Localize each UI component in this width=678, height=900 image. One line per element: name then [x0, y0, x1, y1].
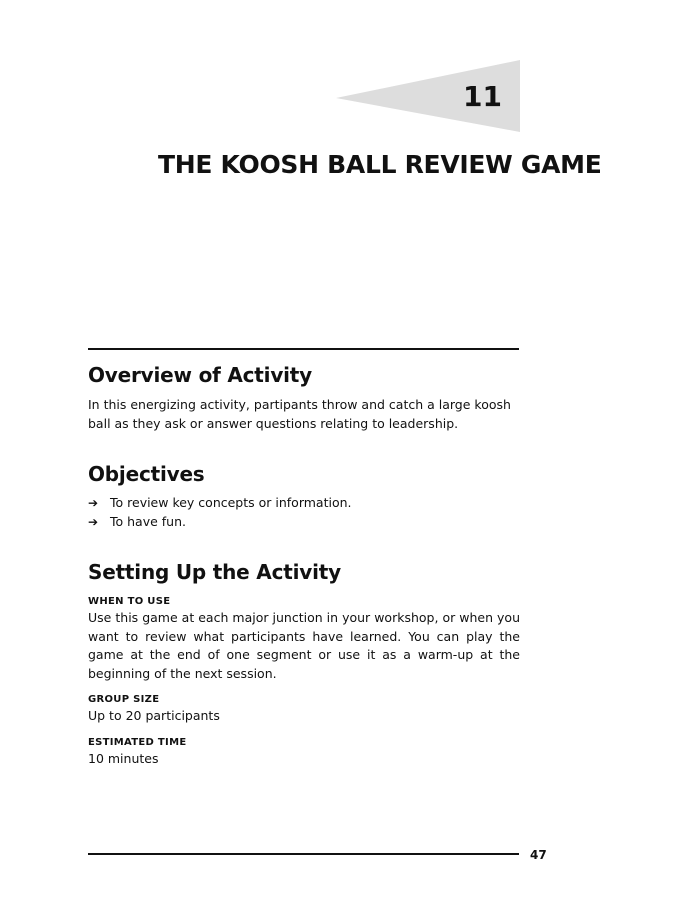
arrow-right-icon: ➔ [88, 514, 99, 529]
arrow-right-icon: ➔ [88, 496, 99, 510]
objective-text: To have fun. [110, 513, 186, 529]
chapter-tab [336, 60, 520, 132]
main-content [88, 356, 520, 768]
estimated-time-label: ESTIMATED TIME [88, 736, 187, 748]
chapter-title: THE KOOSH BALL REVIEW GAME [158, 150, 602, 179]
when-to-use-label: WHEN TO USE [88, 596, 171, 607]
objectives-heading: Objectives [88, 462, 205, 486]
when-to-use-block [88, 595, 520, 683]
overview-text: In this energizing activity, partipants throw and catch a large koosh ball as they ask or answer questions relating to leadership. [88, 397, 511, 431]
chapter-number: 11 [463, 80, 502, 113]
group-size-label: GROUP SIZE [88, 694, 160, 705]
group-size-block [88, 693, 520, 726]
setup-section [88, 555, 520, 768]
group-size-text: Up to 20 participants [88, 708, 220, 723]
when-to-use-text: Use this game at each major junction in your workshop, or when you want to review what participants have learned. You can play the game at the end of one segment or use it as a warm-up at the beginning of the next session. [88, 610, 520, 681]
bottom-divider [88, 853, 519, 855]
objective-text: To review key concepts or information. [110, 495, 352, 510]
list-item [88, 494, 520, 513]
estimated-time-text: 10 minutes [88, 750, 159, 766]
overview-heading: Overview of Activity [88, 363, 313, 387]
list-item [88, 513, 520, 532]
page-number: 47 [530, 848, 547, 862]
objectives-section [88, 457, 520, 531]
objectives-list [88, 494, 520, 531]
overview-section [88, 358, 520, 433]
estimated-time-block [88, 736, 520, 769]
top-divider [88, 348, 519, 350]
setup-heading: Setting Up the Activity [88, 560, 341, 584]
